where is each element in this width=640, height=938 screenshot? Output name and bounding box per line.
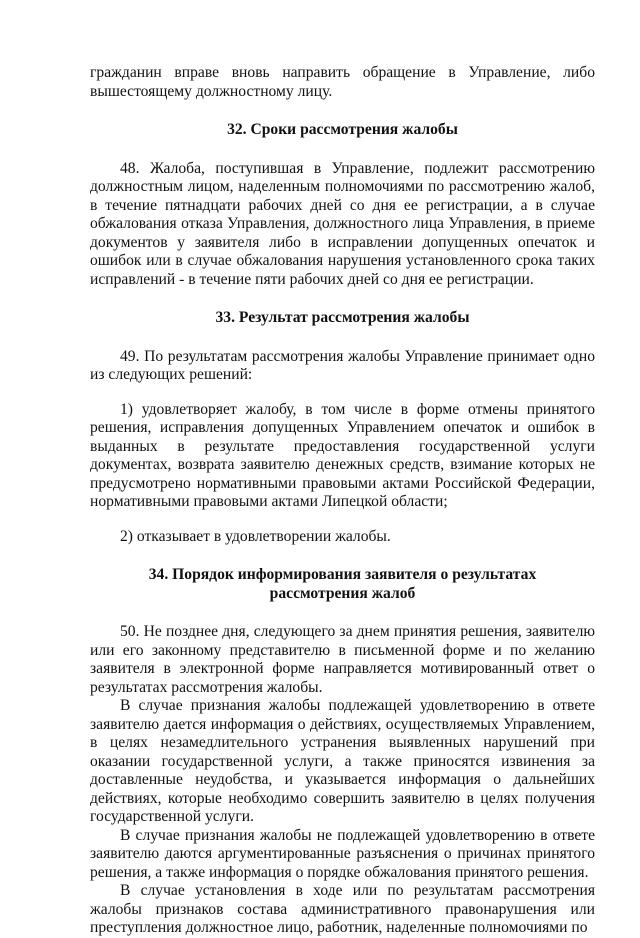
section-32-heading: 32. Сроки рассмотрения жалобы xyxy=(227,121,458,138)
section-34-heading-line2: рассмотрения жалоб xyxy=(269,584,416,602)
section-34-heading xyxy=(90,566,595,603)
paragraph-49: 49. По результатам рассмотрения жалобы Управление принимает одно из следующих решений: xyxy=(90,347,595,383)
decision-item-1: 1) удовлетворяет жалобу, в том числе в форме отмены принятого решения, исправления допущенных Управлением опечаток и ошибок в выданных в результате предоставления государственной услуги документах, возврата заявителю денежных средств, взимание которых не предусмотрено нормативными правовыми актами Российской Федерации, нормативными правовыми актами Липецкой области; xyxy=(90,400,595,510)
section-34-heading-line1: 34. Порядок информирования заявителя о результатах xyxy=(148,566,537,583)
decision-item-2: 2) отказывает в удовлетворении жалобы. xyxy=(120,527,391,545)
paragraph-violation: В случае установления в ходе или по результатам рассмотрения жалобы признаков состава административного правонарушения или преступления должностное лицо, работник, наделенные полномочиями по xyxy=(90,882,595,936)
document-body xyxy=(90,64,595,938)
section-33-heading: 33. Результат рассмотрения жалобы xyxy=(215,309,470,326)
paragraph-not-satisfied: В случае признания жалобы не подлежащей удовлетворению в ответе заявителю даются аргументированные разъяснения о причинах принятого решения, а также информация о порядке обжалования принятого решения. xyxy=(90,826,595,881)
intro-paragraph: гражданин вправе вновь направить обращение в Управление, либо вышестоящему должностному лицу. xyxy=(90,64,595,100)
paragraph-48: 48. Жалоба, поступившая в Управление, подлежит рассмотрению должностным лицом, наделенным полномочиями по рассмотрению жалоб, в течение пятнадцати рабочих дней со дня ее регистрации, а в случае обжалования отказа Управления, должностного лица Управления, в приеме документов у заявителя либо в исправлении допущенных опечаток и ошибок или в случае обжалования нарушения установленного срока таких исправлений - в течение пяти рабочих дней со дня ее регистрации. xyxy=(90,159,595,288)
paragraph-50: 50. Не позднее дня, следующего за днем принятия решения, заявителю или его законному представителю в письменной форме и по желанию заявителя в электронной форме направляется мотивированный ответ о результатах рассмотрения жалобы. xyxy=(90,623,595,696)
paragraph-satisfied: В случае признания жалобы подлежащей удовлетворению в ответе заявителю дается информация о действиях, осуществляемых Управлением, в целях незамедлительного устранения выявленных нарушений при оказании государственной услуги, а также приносятся извинения за доставленные неудобства, и указывается информация о дальнейших действиях, которые необходимо совершить заявителю в целях получения государственной услуги. xyxy=(90,697,595,825)
